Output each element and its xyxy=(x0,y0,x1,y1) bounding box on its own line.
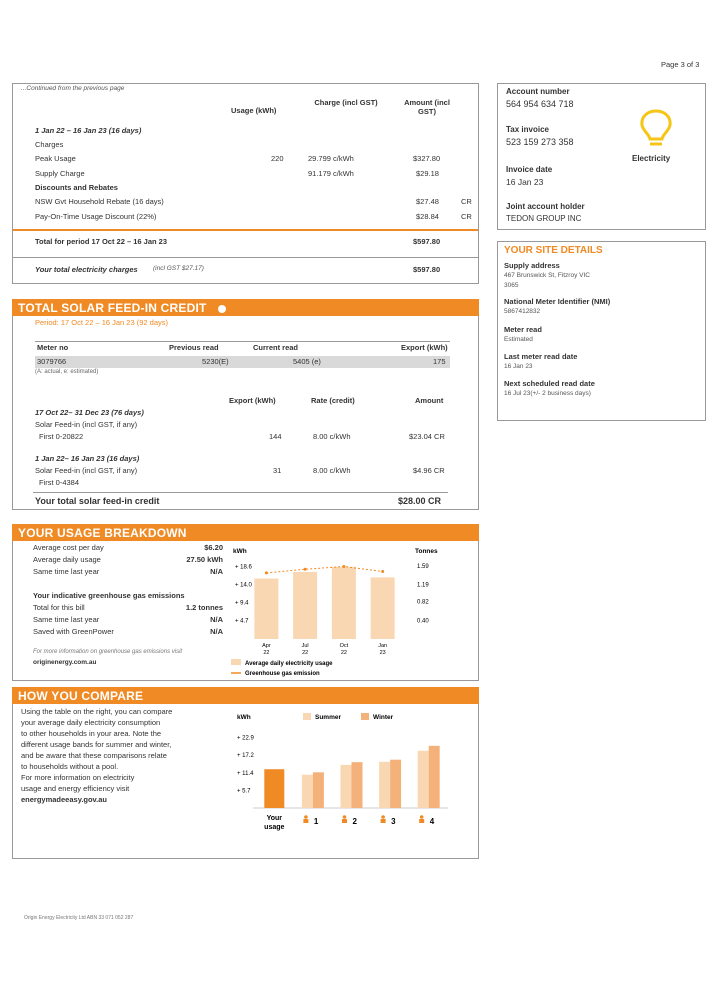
solar-period1-line2: First 0-20822 xyxy=(39,432,84,441)
total-divider xyxy=(13,229,478,231)
col-usage-header: Usage (kWh) xyxy=(231,106,277,115)
stat-value: $6.20 xyxy=(204,543,223,552)
solar-period1-label: 17 Oct 22– 31 Dec 23 (76 days) xyxy=(35,408,144,417)
compare-text-line: to other households in your area. Note the xyxy=(21,729,162,738)
charges-label: Charges xyxy=(35,140,64,149)
stat-label: Average daily usage xyxy=(33,555,101,564)
account-number-label: Account number xyxy=(506,87,570,96)
col-charge-header: Charge (incl GST) xyxy=(314,98,378,107)
usage-bar xyxy=(371,577,395,639)
person-icon xyxy=(381,819,386,823)
usage-bar xyxy=(293,572,317,639)
current-read: 5405 (e) xyxy=(293,357,321,366)
your-usage-bar xyxy=(264,769,284,808)
discount-row-label: Pay-On-Time Usage Discount (22%) xyxy=(35,212,157,221)
meter-header-row xyxy=(35,343,448,355)
legend-swatch-winter xyxy=(361,713,369,720)
tax-invoice-label: Tax invoice xyxy=(506,125,549,134)
person-icon xyxy=(343,815,347,819)
discount-row-cr: CR xyxy=(461,197,472,206)
previous-read: 5230(E) xyxy=(202,357,229,366)
nmi-value: 5867412832 xyxy=(504,308,541,315)
usage-box xyxy=(12,541,479,681)
invoice-date: 16 Jan 23 xyxy=(506,177,544,187)
charge-row-rate: 29.799 c/kWh xyxy=(308,154,354,163)
stat-value: 27.50 kWh xyxy=(186,555,223,564)
y-axis-label: kWh xyxy=(233,548,247,555)
y-tick-label: + 17.2 xyxy=(237,753,254,760)
discount-row-cr: CR xyxy=(461,212,472,221)
compare-heading-bar xyxy=(12,687,479,704)
meter-no: 3079766 xyxy=(37,357,67,366)
ghg-label: Saved with GreenPower xyxy=(33,627,114,636)
solar-box xyxy=(12,316,479,510)
y-tick-label: + 14.0 xyxy=(235,582,252,589)
y-axis-label: kWh xyxy=(237,714,251,721)
y2-tick-label: 1.19 xyxy=(417,582,429,589)
emission-point xyxy=(265,571,268,574)
supply-address-line2: 3065 xyxy=(504,282,519,289)
charge-row-amount: $327.80 xyxy=(413,154,441,163)
more-info-link[interactable]: originenergy.com.au xyxy=(33,659,97,666)
col2-amount: Amount xyxy=(415,396,444,405)
emission-point xyxy=(342,565,345,568)
solar-period2-export: 31 xyxy=(273,466,282,475)
y-tick-label: + 5.7 xyxy=(237,788,251,795)
solar-period1-line1: Solar Feed-in (incl GST, if any) xyxy=(35,420,138,429)
usage-heading: YOUR USAGE BREAKDOWN xyxy=(18,526,187,540)
x-tick-label: Jul xyxy=(301,643,309,649)
more-info-text: For more information on greenhouse gas emissions visit xyxy=(33,649,183,655)
winter-bar xyxy=(313,772,324,808)
x-tick-label: usage xyxy=(264,824,285,831)
summer-bar xyxy=(379,762,390,808)
next-read-value: 16 Jul 23(+/- 2 business days) xyxy=(504,390,591,397)
supply-address-line1: 467 Brunswick St, Fitzroy VIC xyxy=(504,272,590,279)
stat-value: N/A xyxy=(210,567,223,576)
total-charges-label: Your total electricity charges xyxy=(35,265,138,274)
page-label: Page 3 of 3 xyxy=(661,60,700,69)
col2-rate: Rate (credit) xyxy=(311,396,355,405)
winter-bar xyxy=(390,760,401,808)
charge-row-amount: $29.18 xyxy=(416,169,439,178)
supply-address-label: Supply address xyxy=(504,261,560,270)
person-icon xyxy=(420,815,424,819)
x-tick-year: 22 xyxy=(340,650,347,656)
read-legend: (A: actual, e: estimated) xyxy=(35,369,99,375)
ghg-value: N/A xyxy=(210,627,223,636)
y-tick-label: + 18.6 xyxy=(235,564,252,571)
x-tick-label: 2 xyxy=(352,817,357,826)
charge-row-rate: 91.179 c/kWh xyxy=(308,169,354,178)
emission-line xyxy=(266,567,382,573)
total-charges-amount: $597.80 xyxy=(413,265,441,274)
total-period-amount: $597.80 xyxy=(413,237,441,246)
solar-period1-rate: 8.00 c/kWh xyxy=(313,432,351,441)
x-tick-year: 22 xyxy=(302,650,309,656)
solar-period1-amount: $23.04 CR xyxy=(409,432,445,441)
person-icon xyxy=(381,815,385,819)
solar-total-label: Your total solar feed-in credit xyxy=(35,496,160,506)
compare-text-line: For more information on electricity xyxy=(21,773,135,782)
col-meter-no: Meter no xyxy=(37,343,69,352)
electricity-label: Electricity xyxy=(632,154,671,163)
ghg-label: Total for this bill xyxy=(33,603,85,612)
total-charges-gst: (incl GST $27.17) xyxy=(153,265,204,272)
col-previous-read: Previous read xyxy=(169,343,219,352)
x-tick-label: Apr xyxy=(262,643,271,649)
info-icon[interactable] xyxy=(218,305,226,313)
site-details-box xyxy=(497,241,706,421)
col-amount-header: Amount (incl GST) xyxy=(404,98,450,116)
account-holder-label: Joint account holder xyxy=(506,202,585,211)
tax-invoice-number: 523 159 273 358 xyxy=(506,137,574,147)
discounts-label: Discounts and Rebates xyxy=(35,183,118,192)
solar-period2-line2: First 0-4384 xyxy=(39,478,80,487)
usage-bar xyxy=(332,567,356,639)
compare-link[interactable]: energymadeeasy.gov.au xyxy=(21,795,108,804)
y2-tick-label: 0.40 xyxy=(417,618,429,625)
x-tick-label: Oct xyxy=(339,643,349,649)
legend-label: Winter xyxy=(373,714,394,721)
continued-text: ...Continued from the previous page xyxy=(21,85,125,92)
charge-row-label: Peak Usage xyxy=(35,154,76,163)
x-tick-label: Your xyxy=(266,815,283,822)
summer-bar xyxy=(341,765,352,808)
charges-box xyxy=(12,83,479,284)
compare-text-line: different usage bands for summer and winter, xyxy=(21,740,172,749)
solar-period1-export: 144 xyxy=(269,432,282,441)
x-tick-label: Jan xyxy=(378,643,388,649)
x-tick-label: 1 xyxy=(313,817,319,826)
footer-text: Origin Energy Electricity Ltd ABN 33 071 052 287 xyxy=(24,915,134,921)
next-read-label: Next scheduled read date xyxy=(504,379,595,388)
compare-box xyxy=(12,704,479,859)
legend-swatch-summer xyxy=(303,713,311,720)
person-icon xyxy=(419,819,424,823)
solar-period: Period: 17 Oct 22 – 16 Jan 23 (92 days) xyxy=(35,318,168,327)
site-heading: YOUR SITE DETAILS xyxy=(504,245,603,256)
y2-tick-label: 1.59 xyxy=(417,564,429,571)
divider xyxy=(13,257,478,258)
charge-row-label: Supply Charge xyxy=(35,169,85,178)
solar-total-amount: $28.00 CR xyxy=(398,496,442,506)
account-holder: TEDON GROUP INC xyxy=(506,214,582,223)
compare-text-line: to households without a pool. xyxy=(21,762,119,771)
meter-read-label: Meter read xyxy=(504,325,542,334)
solar-period2-line1: Solar Feed-in (incl GST, if any) xyxy=(35,466,138,475)
compare-chart xyxy=(233,708,473,856)
usage-heading-bar xyxy=(12,524,479,541)
x-tick-year: 22 xyxy=(263,650,270,656)
total-period-row xyxy=(13,237,478,249)
ghg-value: 1.2 tonnes xyxy=(185,603,223,612)
col2-export: Export (kWh) xyxy=(229,396,276,405)
person-icon xyxy=(303,819,308,823)
account-number: 564 954 634 718 xyxy=(506,99,574,109)
usage-bar xyxy=(254,579,278,639)
discount-row xyxy=(13,197,478,209)
solar-period2-rate: 8.00 c/kWh xyxy=(313,466,351,475)
y2-axis-label: Tonnes xyxy=(415,548,438,555)
winter-bar xyxy=(429,746,440,808)
stat-label: Same time last year xyxy=(33,567,100,576)
solar-heading-bar xyxy=(12,299,479,316)
legend-swatch-bar xyxy=(231,659,241,665)
compare-heading: HOW YOU COMPARE xyxy=(18,689,144,703)
person-icon xyxy=(342,819,347,823)
col-current-read: Current read xyxy=(253,343,299,352)
summer-bar xyxy=(302,775,313,808)
charges-period: 1 Jan 22 – 16 Jan 23 (16 days) xyxy=(35,126,142,135)
compare-text-line: your average daily electricity consumption xyxy=(21,718,161,727)
export-value: 175 xyxy=(433,357,446,366)
discount-row-label: NSW Gvt Household Rebate (16 days) xyxy=(35,197,164,206)
last-read-value: 16 Jan 23 xyxy=(504,363,533,370)
meter-row xyxy=(35,356,450,368)
meter-read-value: Estimated xyxy=(504,336,533,343)
account-box xyxy=(497,83,706,230)
lightbulb-icon xyxy=(638,108,674,150)
emission-point xyxy=(304,568,307,571)
usage-chart xyxy=(227,543,457,679)
x-tick-label: 4 xyxy=(429,817,435,826)
solar-period2-amount: $4.96 CR xyxy=(413,466,445,475)
col-export: Export (kWh) xyxy=(401,343,448,352)
charge-row xyxy=(13,169,478,181)
last-read-label: Last meter read date xyxy=(504,352,578,361)
charge-row-usage: 220 xyxy=(271,154,284,163)
legend-label: Summer xyxy=(315,714,342,721)
y2-tick-label: 0.82 xyxy=(417,599,429,606)
winter-bar xyxy=(352,762,363,808)
total-charges-row xyxy=(13,265,478,277)
y-tick-label: + 9.4 xyxy=(235,600,249,607)
compare-text-line: usage and energy efficiency visit xyxy=(21,784,130,793)
x-tick-label: 3 xyxy=(391,817,396,826)
ghg-heading: Your indicative greenhouse gas emissions xyxy=(33,591,185,600)
emission-point xyxy=(381,570,384,573)
person-icon xyxy=(304,815,308,819)
y-tick-label: + 4.7 xyxy=(235,618,249,625)
invoice-date-label: Invoice date xyxy=(506,165,553,174)
stat-label: Average cost per day xyxy=(33,543,104,552)
legend-label: Greenhouse gas emission xyxy=(245,671,320,677)
nmi-label: National Meter Identifier (NMI) xyxy=(504,297,611,306)
summer-bar xyxy=(418,751,429,808)
solar-period2-label: 1 Jan 22– 16 Jan 23 (16 days) xyxy=(35,454,140,463)
discount-row xyxy=(13,212,478,224)
charge-row xyxy=(13,154,478,166)
ghg-value: N/A xyxy=(210,615,223,624)
discount-row-amount: $27.48 xyxy=(416,197,439,206)
compare-text-line: and be aware that these comparisons relate xyxy=(21,751,167,760)
compare-text-line: Using the table on the right, you can compare xyxy=(21,707,173,716)
solar-heading: TOTAL SOLAR FEED-IN CREDIT xyxy=(18,301,207,315)
legend-label: Average daily electricity usage xyxy=(245,661,333,667)
y-tick-label: + 11.4 xyxy=(237,770,254,777)
total-period-label: Total for period 17 Oct 22 – 16 Jan 23 xyxy=(35,237,167,246)
x-tick-year: 23 xyxy=(379,650,386,656)
ghg-label: Same time last year xyxy=(33,615,100,624)
compare-text xyxy=(21,706,221,805)
discount-row-amount: $28.84 xyxy=(416,212,439,221)
y-tick-label: + 22.9 xyxy=(237,735,254,742)
